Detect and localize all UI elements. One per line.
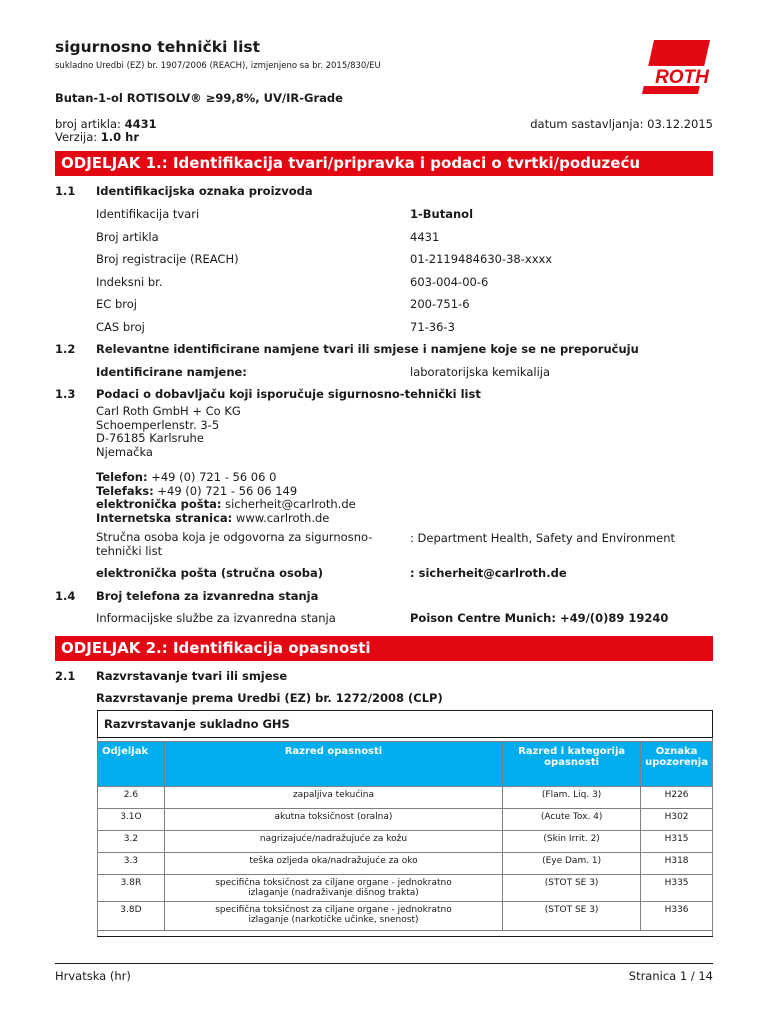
phone-line — [96, 471, 356, 485]
phone-label: Telefon: — [96, 470, 148, 484]
document-title: sigurnosno tehnički list — [55, 38, 261, 56]
cell-hazard-code: H335 — [641, 875, 713, 902]
field-value: 71-36-3 — [410, 320, 455, 334]
fax-line — [96, 485, 356, 499]
website-value[interactable]: www.carlroth.de — [235, 510, 330, 525]
cell-hazard-code: H336 — [641, 902, 713, 931]
document-subtitle: sukladno Uredbi (EZ) br. 1907/2006 (REACH), izmjenjeno sa br. 2015/830/EU — [55, 61, 381, 71]
field-value: 01-2119484630-38-xxxx — [410, 252, 553, 266]
table-row — [98, 902, 713, 931]
cell-section: 3.8R — [98, 875, 165, 902]
cell-hazard-class: specifična toksičnost za ciljane organe - jednokratno izlaganje (narkotičke učinke, snenost) — [164, 902, 502, 931]
column-header: Oznaka upozorenja — [641, 742, 713, 787]
field-label: Identifikacija tvari — [96, 207, 200, 221]
subsection-number: 1.1 — [55, 184, 76, 198]
cell-section: 2.6 — [98, 787, 165, 809]
table-row — [98, 875, 713, 902]
emergency-phone-value: Poison Centre Munich: +49/(0)89 19240 — [410, 611, 669, 625]
subsection-heading: Podaci o dobavljaču koji isporučuje sigurnosno-tehnički list — [96, 387, 481, 401]
cell-hazard-code: H318 — [641, 853, 713, 875]
column-header: Odjeljak — [98, 742, 165, 787]
cell-category: (Skin Irrit. 2) — [503, 831, 641, 853]
field-value: 1-Butanol — [410, 207, 474, 221]
version-value: 1.0 hr — [100, 130, 140, 144]
responsible-label-line: Stručna osoba koja je odgovorna za sigurnosno- — [96, 530, 373, 544]
field-label: Broj registracije (REACH) — [96, 252, 239, 266]
supplier-address — [96, 405, 241, 459]
cell-hazard-class: zapaljiva tekućina — [164, 787, 502, 809]
carl-roth-logo — [640, 38, 712, 96]
field-value: 4431 — [410, 230, 440, 244]
field-label: CAS broj — [96, 320, 145, 334]
footer-page-number: Stranica 1 / 14 — [628, 969, 713, 983]
table-row — [98, 853, 713, 875]
cell-section: 3.1O — [98, 809, 165, 831]
compilation-date: datum sastavljanja: 03.12.2015 — [530, 117, 713, 131]
table-row — [98, 831, 713, 853]
column-header: Razred opasnosti — [164, 742, 502, 787]
subsection-heading: Razvrstavanje tvari ili smjese — [96, 669, 288, 683]
email-line — [96, 498, 356, 512]
responsible-person-label — [96, 531, 372, 558]
fax-label: Telefaks: — [96, 483, 154, 498]
version-label: Verzija: — [55, 130, 101, 144]
field-label: Informacijske službe za izvanredna stanja — [96, 611, 336, 625]
cell-hazard-class: akutna toksičnost (oralna) — [164, 809, 502, 831]
logo-text: ROTH — [655, 67, 709, 88]
cell-hazard-code: H226 — [641, 787, 713, 809]
cell-hazard-code: H302 — [641, 809, 713, 831]
article-number-label: broj artikla: — [55, 117, 125, 131]
article-number-value: 4431 — [124, 117, 157, 131]
cell-hazard-code: H315 — [641, 831, 713, 853]
field-value: laboratorijska kemikalija — [410, 365, 551, 379]
address-line: Njemačka — [96, 444, 153, 459]
supplier-contacts — [96, 471, 356, 525]
cell-hazard-class: specifična toksičnost za ciljane organe - jednokratno izlaganje (nadraživanje dišnog trakta) — [164, 875, 502, 902]
subsection-number: 1.3 — [55, 387, 76, 401]
cell-category: (STOT SE 3) — [503, 902, 641, 931]
field-value: 200-751-6 — [410, 297, 470, 311]
cell-hazard-class: teška ozljeda oka/nadražujuće za oko — [164, 853, 502, 875]
website-label: Internetska stranica: — [96, 510, 233, 525]
table-row — [98, 787, 713, 809]
footer-language: Hrvatska (hr) — [55, 969, 131, 983]
ghs-classification-table — [97, 710, 713, 937]
field-value: 603-004-00-6 — [410, 275, 489, 289]
responsible-label-line: tehnički list — [96, 543, 163, 558]
table-row — [98, 809, 713, 831]
address-line: Schoemperlenstr. 3-5 — [96, 417, 220, 432]
cell-hazard-class: nagrizajuće/nadražujuće za kožu — [164, 831, 502, 853]
field-label: Broj artikla — [96, 230, 159, 244]
subsection-number: 2.1 — [55, 669, 76, 683]
subsection-heading: Relevantne identificirane namjene tvari ili smjese i namjene koje se ne preporučuju — [96, 342, 639, 356]
website-line — [96, 512, 356, 526]
address-line: D-76185 Karlsruhe — [96, 431, 204, 445]
version — [55, 130, 139, 144]
product-name: Butan-1-ol ROTISOLV® ≥99,8%, UV/IR-Grade — [55, 91, 343, 105]
subsection-number: 1.4 — [55, 589, 76, 603]
field-label: EC broj — [96, 297, 137, 311]
classification-regulation-heading: Razvrstavanje prema Uredbi (EZ) br. 1272/2008 (CLP) — [96, 691, 443, 705]
article-number — [55, 117, 157, 131]
cell-category: (Acute Tox. 4) — [503, 809, 641, 831]
column-header: Razred i kategorija opasnosti — [503, 742, 641, 787]
subsection-number: 1.2 — [55, 342, 76, 356]
expert-email-label: elektronička pošta (stručna osoba) — [96, 566, 323, 580]
cell-category: (Eye Dam. 1) — [503, 853, 641, 875]
logo-small-text: CARL — [650, 65, 656, 79]
logo-registered-mark: ® — [704, 42, 710, 49]
subsection-heading: Broj telefona za izvanredna stanja — [96, 589, 319, 603]
cell-section: 3.2 — [98, 831, 165, 853]
footer-divider — [55, 963, 713, 964]
responsible-person-value: : Department Health, Safety and Environment — [410, 531, 676, 545]
phone-value: +49 (0) 721 - 56 06 0 — [151, 470, 277, 484]
cell-section: 3.3 — [98, 853, 165, 875]
email-value[interactable]: sicherheit@carlroth.de — [225, 497, 356, 511]
section-1-heading: ODJELJAK 1.: Identifikacija tvari/pripravka i podaci o tvrtki/poduzeću — [55, 151, 713, 176]
section-2-heading: ODJELJAK 2.: Identifikacija opasnosti — [55, 636, 713, 661]
cell-category: (STOT SE 3) — [503, 875, 641, 902]
cell-section: 3.8D — [98, 902, 165, 931]
email-label: elektronička pošta: — [96, 497, 222, 511]
expert-email-value: : sicherheit@carlroth.de — [410, 566, 567, 580]
cell-category: (Flam. Liq. 3) — [503, 787, 641, 809]
table-title: Razvrstavanje sukladno GHS — [98, 711, 713, 738]
field-label: Identificirane namjene: — [96, 365, 247, 379]
field-label: Indeksni br. — [96, 275, 163, 289]
fax-value: +49 (0) 721 - 56 06 149 — [157, 483, 298, 498]
subsection-heading: Identifikacijska oznaka proizvoda — [96, 184, 313, 198]
address-line: Carl Roth GmbH + Co KG — [96, 404, 241, 418]
